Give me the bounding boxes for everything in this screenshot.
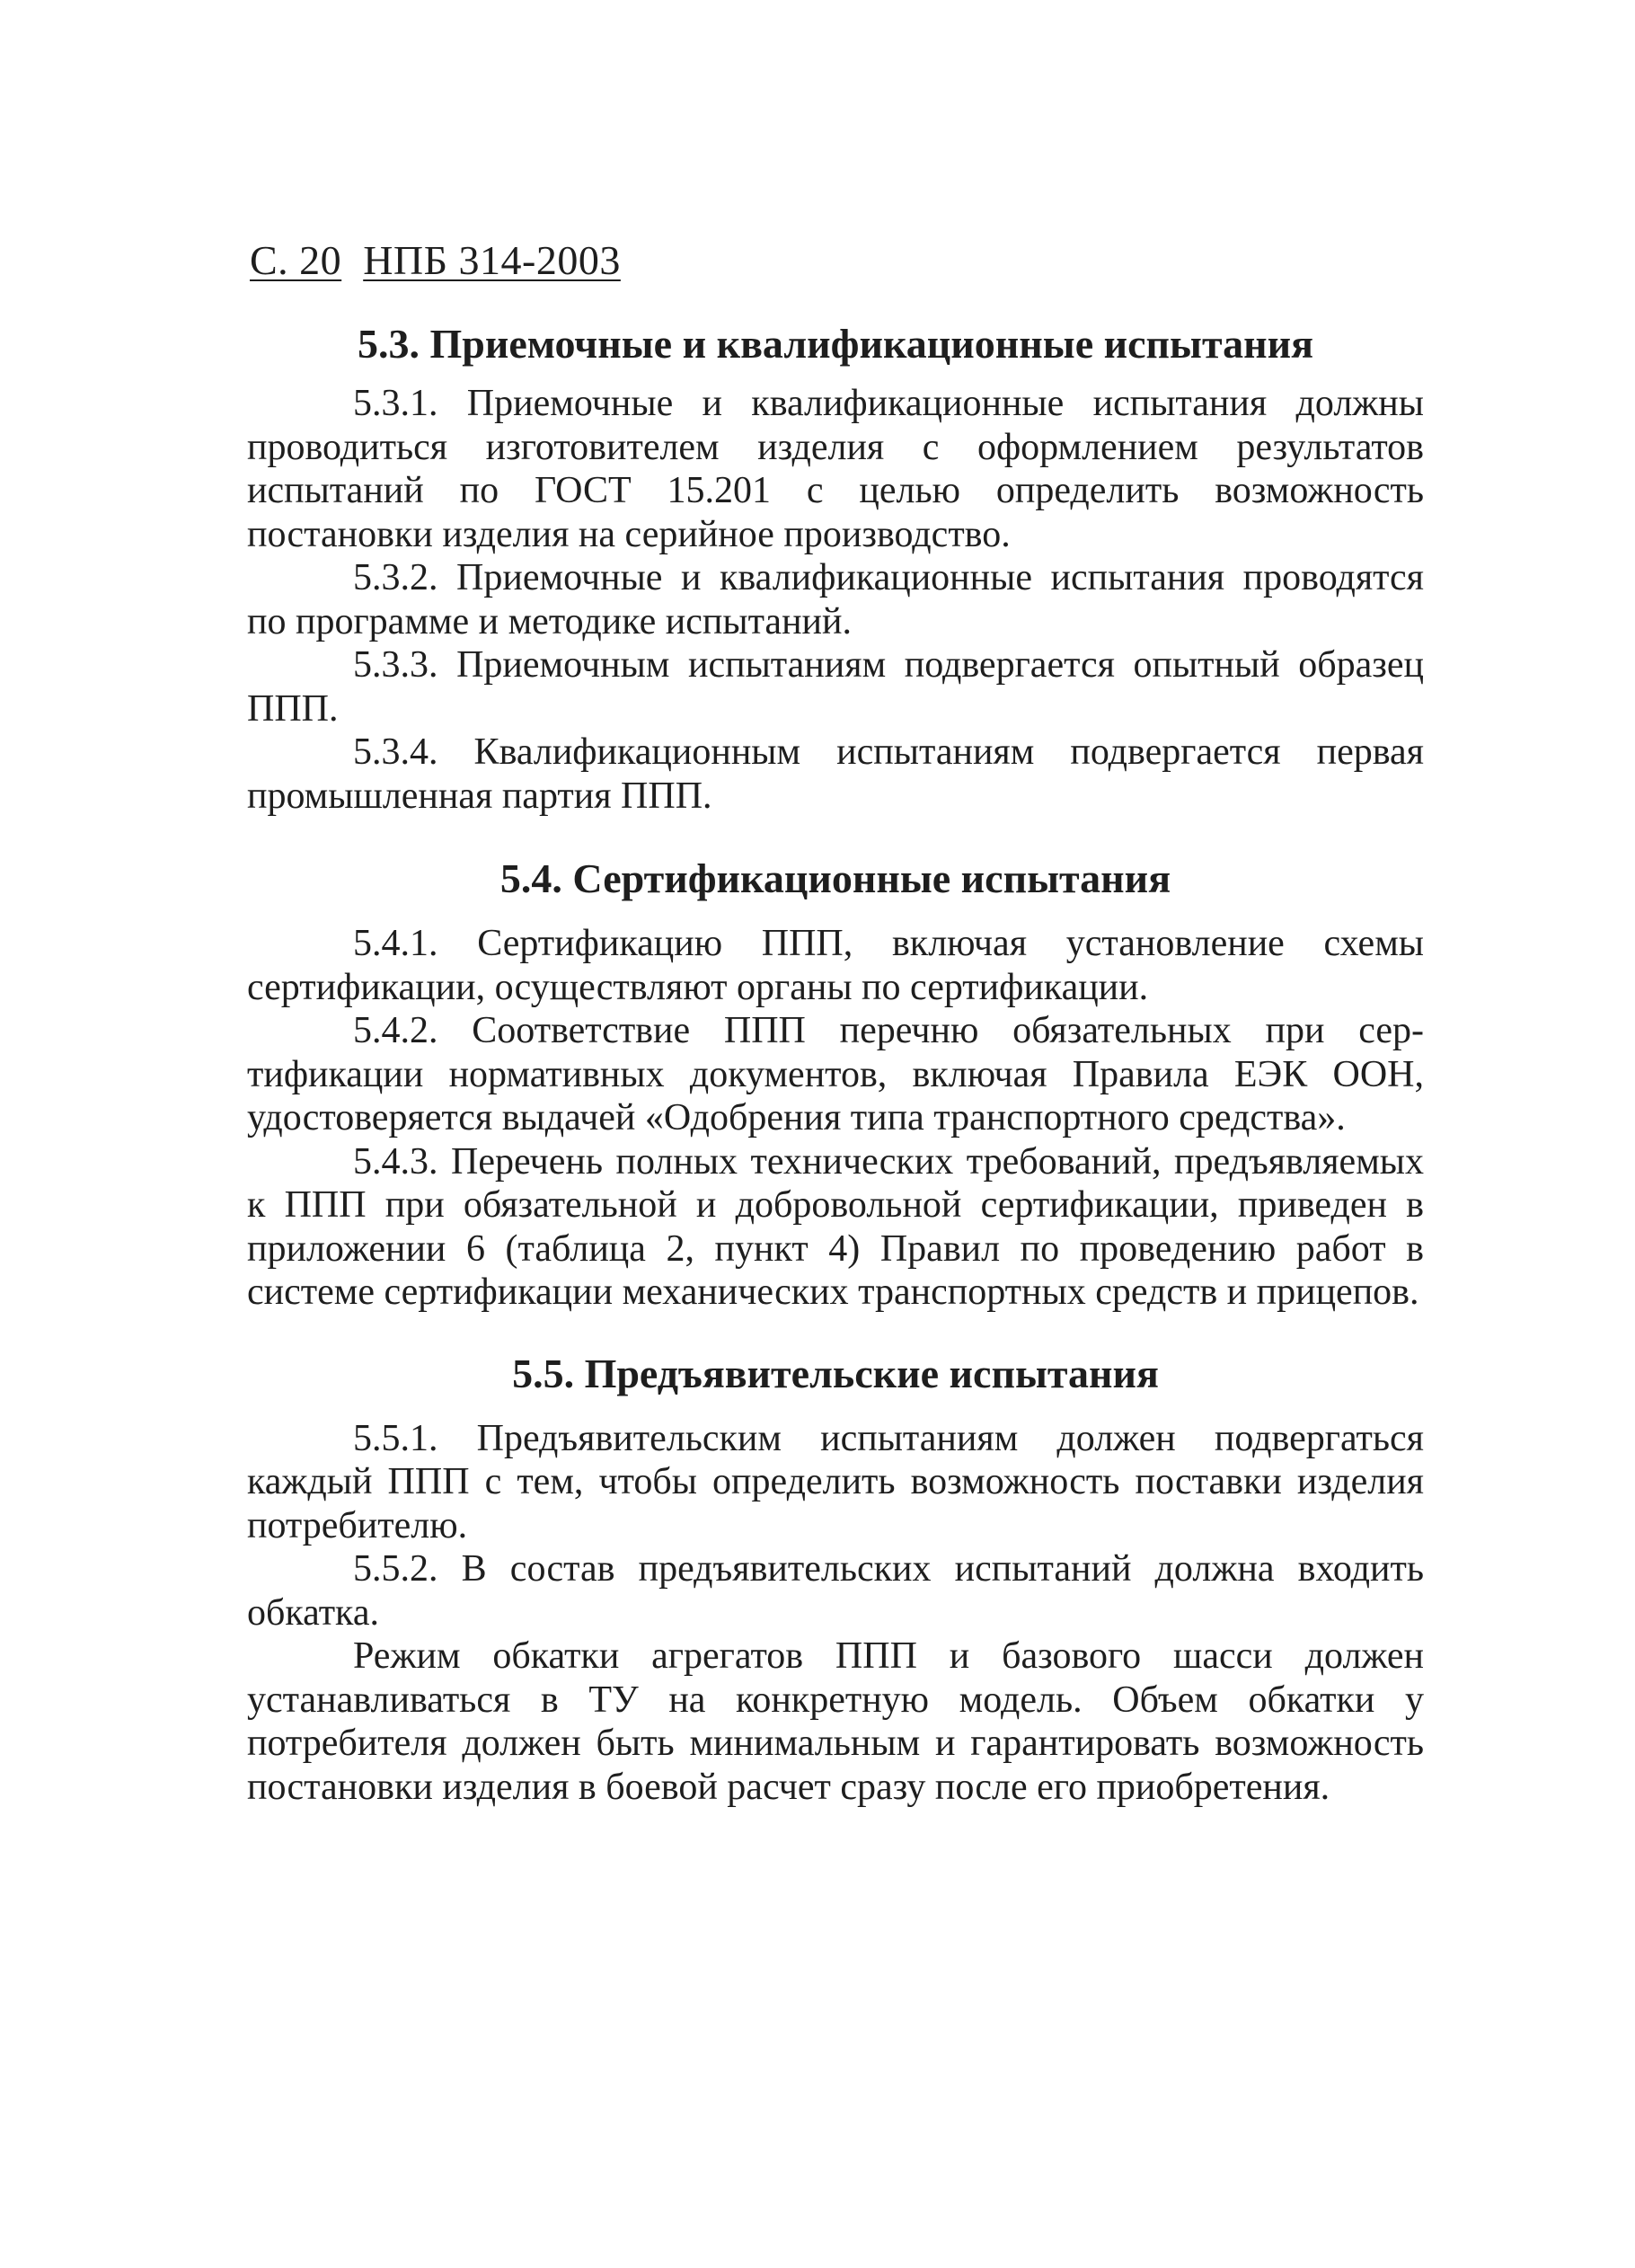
paragraph-5-4-2: 5.4.2. Соответствие ППП перечню обязательных при сертификации нормативных документов, включая Правила ЕЭК ООН, удостоверяется выдачей «Одобрения типа транспортного средства». — [247, 1010, 1424, 1138]
paragraph-5-3-4: 5.3.4. Квалификационным испытаниям подвергается первая промышленная партия ППП. — [247, 731, 1424, 817]
paragraph-5-3-3: 5.3.3. Приемочным испытаниям подвергается опытный образец ППП. — [247, 644, 1424, 730]
running-head — [250, 235, 621, 286]
paragraph-5-3-2: 5.3.2. Приемочные и квалификационные испытания проводятся по программе и методике испытаний. — [247, 557, 1424, 642]
page-number: С. 20 — [250, 237, 342, 283]
section-title-5-3: 5.3. Приемочные и квалификационные испытания — [357, 321, 1314, 367]
paragraph-running-in: Режим обкатки агрегатов ППП и базового шасси должен устанавливаться в ТУ на конкретную модель. Объем обкатки у потребителя должен быть минимальным и гарантировать возможность постановки изделия в боевой расчет сразу после его приобретения. — [247, 1635, 1424, 1808]
paragraph-5-4-3: 5.4.3. Перечень полных технических требований, предъявляемых к ППП при обязательной и добровольной сертификации, приведен в приложении 6 (таблица 2, пункт 4) Правил по проведению работ в системе сертификации механических транспортных средств и прицепов. — [247, 1140, 1424, 1313]
section-title-5-4: 5.4. Сертификационные испытания — [499, 855, 1171, 901]
paragraph-5-3-1: 5.3.1. Приемочные и квалификационные испытания должны проводиться изготовителем изделия с оформлением результатов испытаний по ГОСТ 15.201 с целью определить возможность постановки изделия на серийное производство. — [247, 383, 1424, 555]
paragraph-5-4-1: 5.4.1. Сертификацию ППП, включая установление схемы сертификации, осуществляют органы по сертификации. — [247, 923, 1424, 1008]
document-body — [247, 319, 1424, 1809]
section-title-5-5: 5.5. Предъявительские испытания — [512, 1350, 1159, 1396]
document-code: НПБ 314-2003 — [363, 237, 621, 283]
paragraph-5-5-2: 5.5.2. В состав предъявительских испытаний должна входить обкатка. — [247, 1548, 1424, 1634]
paragraph-5-5-1: 5.5.1. Предъявительским испытаниям должен подвергаться каждый ППП с тем, чтобы определить возможность поставки изделия потребителю. — [247, 1417, 1424, 1546]
